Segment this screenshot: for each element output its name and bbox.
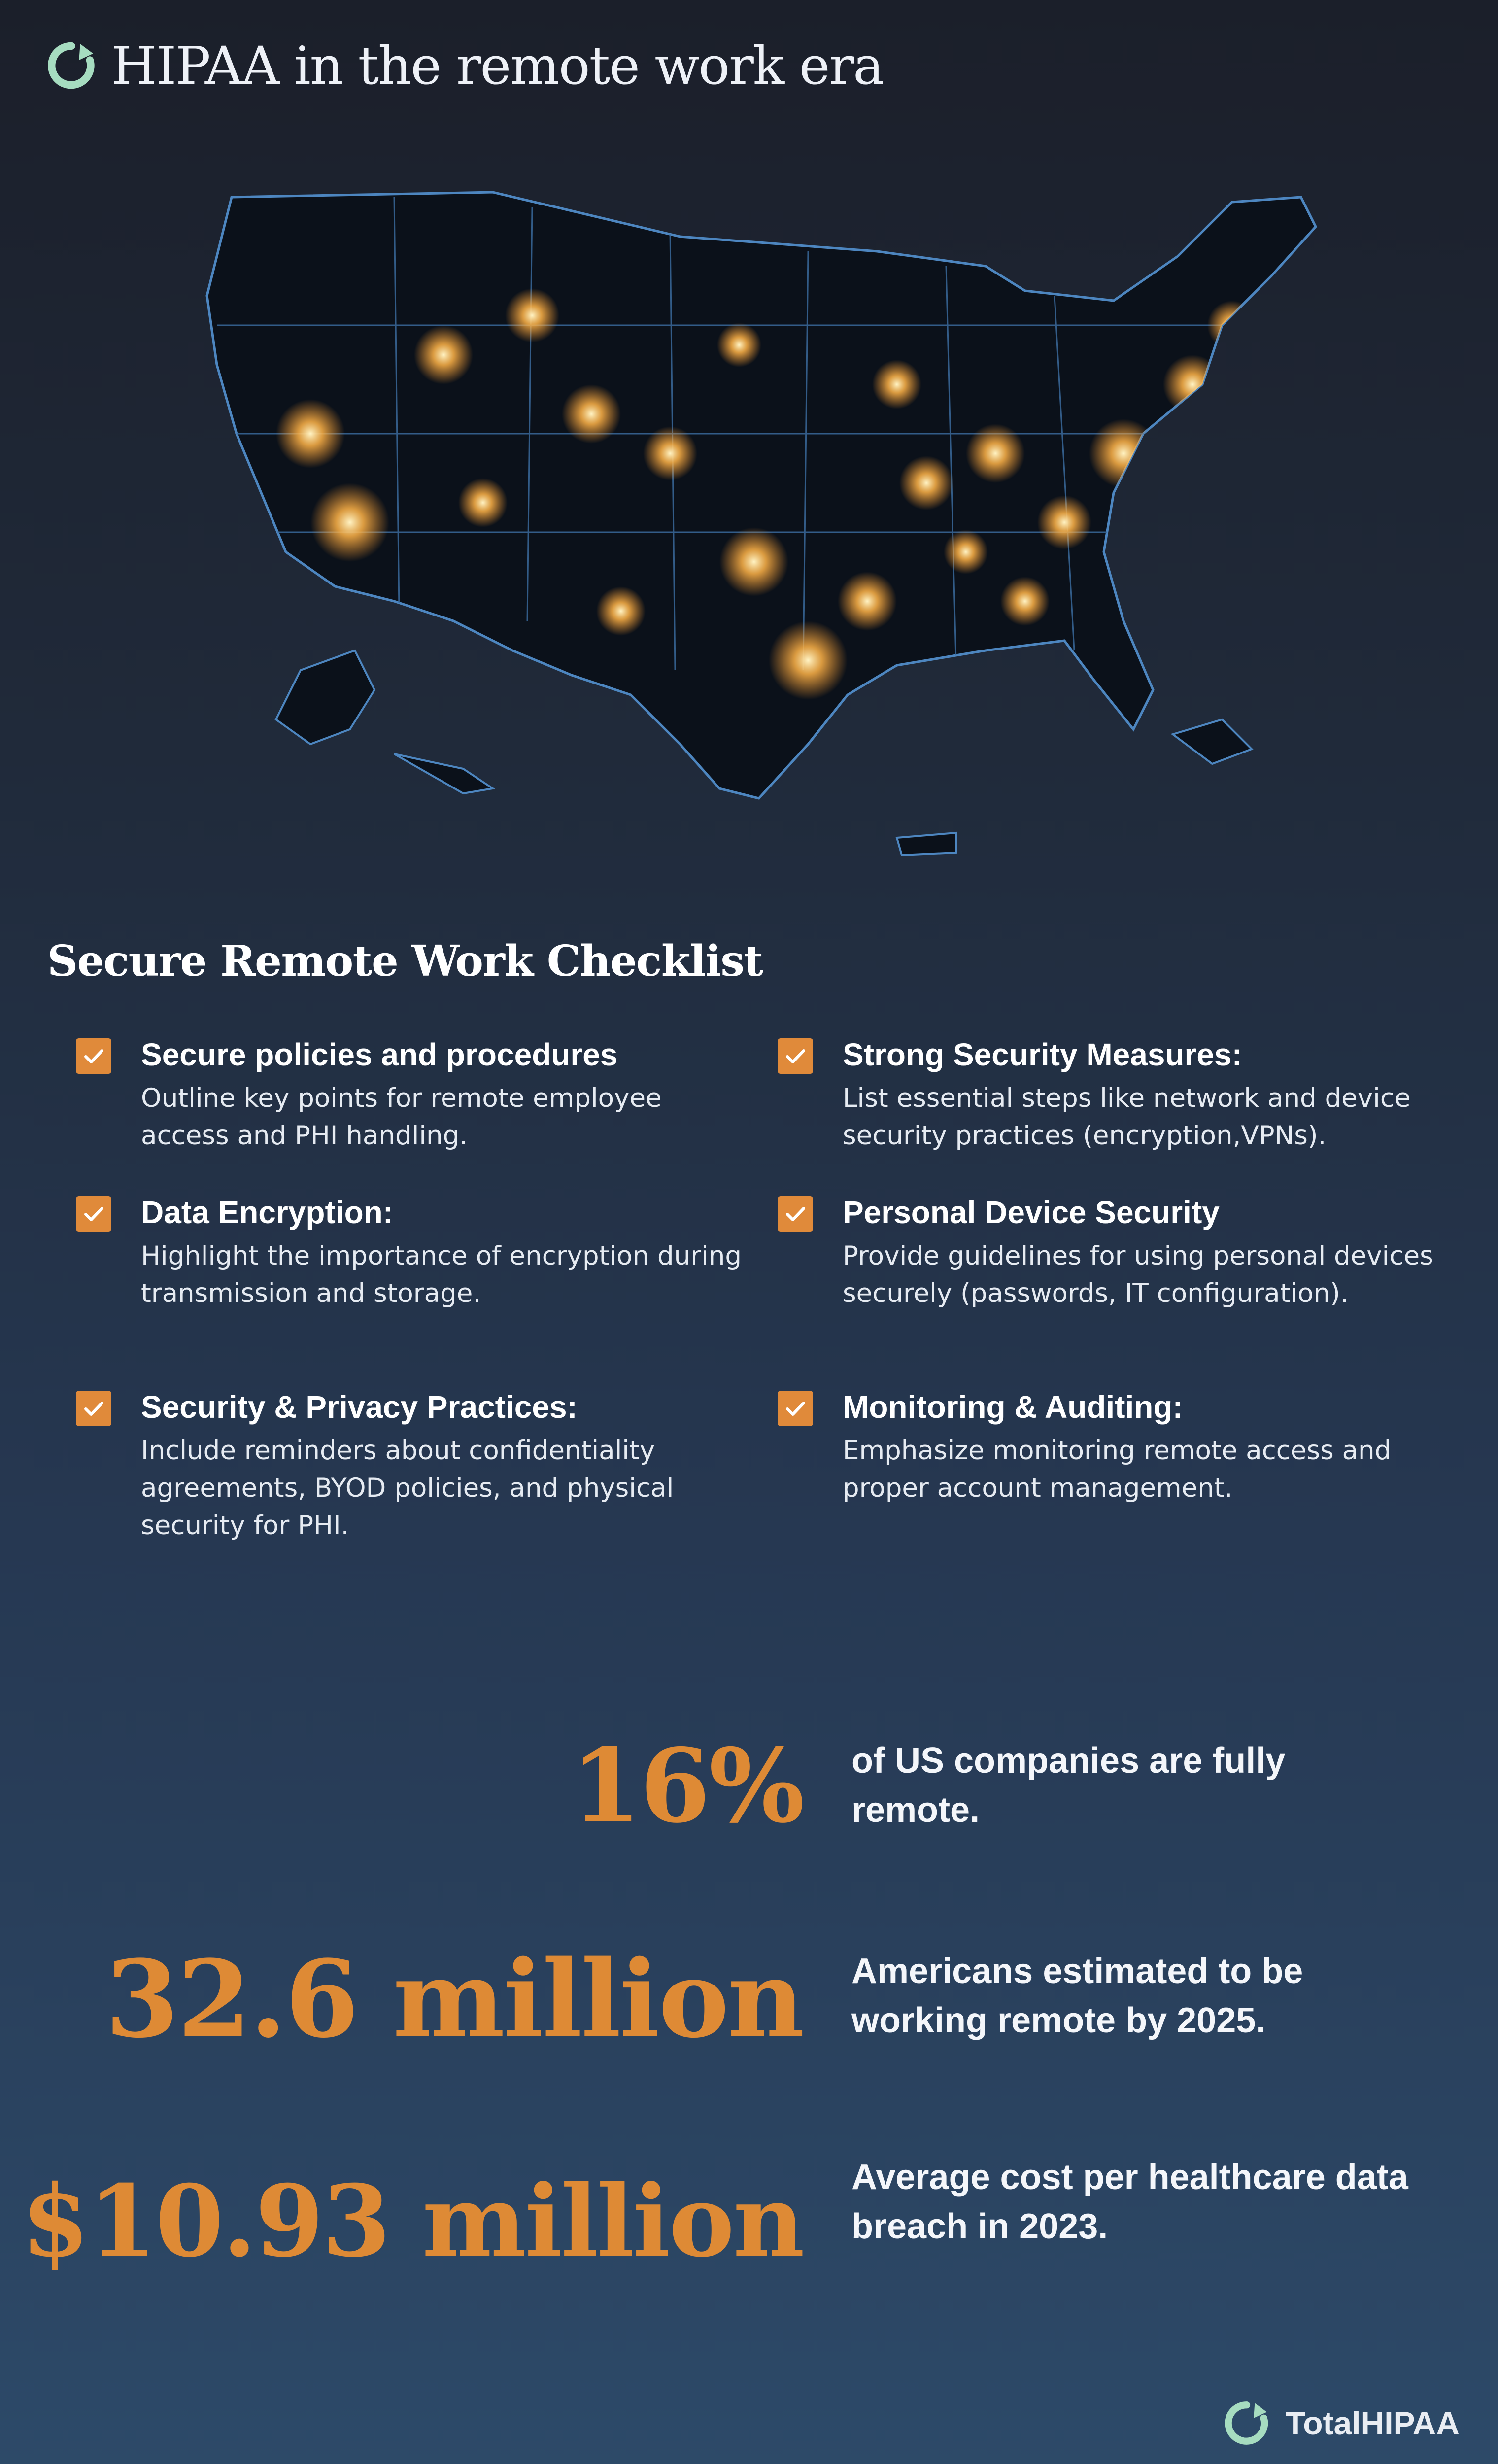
checklist-item-title: Secure policies and procedures: [141, 1037, 618, 1072]
stat-description: Americans estimated to be working remote by 2025.: [851, 1951, 1303, 2040]
checklist-item-title: Monitoring & Auditing:: [843, 1389, 1183, 1425]
checklist-item-desc: Provide guidelines for using personal devices securely (passwords, IT configuration).: [843, 1241, 1433, 1308]
checkbox-checked-icon: [76, 1038, 111, 1074]
us-night-lights-map: [187, 177, 1340, 867]
circular-arrow-icon: [1222, 2398, 1272, 2448]
checklist-title: Secure Remote Work Checklist: [47, 936, 763, 986]
header: [44, 29, 883, 103]
stat-description: Average cost per healthcare data breach in 2023.: [851, 2157, 1408, 2246]
checkbox-checked-icon: [76, 1391, 111, 1426]
checkbox-checked-icon: [76, 1196, 111, 1232]
stat-value: 32.6 million: [105, 1937, 803, 2061]
checkbox-checked-icon: [778, 1196, 813, 1232]
page-title: HIPAA in the remote work era: [111, 35, 884, 96]
circular-arrow-icon: [44, 38, 99, 93]
checklist-item-desc: Emphasize monitoring remote access and proper account management.: [843, 1436, 1392, 1503]
checklist-item-title: Strong Security Measures:: [843, 1037, 1242, 1072]
checklist-item-desc: List essential steps like network and device security practices (encryption,VPNs).: [843, 1083, 1411, 1151]
checklist-item-title: Personal Device Security: [843, 1195, 1220, 1230]
checklist-item-desc: Highlight the importance of encryption during transmission and storage.: [141, 1241, 742, 1308]
checkbox-checked-icon: [778, 1038, 813, 1074]
checkbox-checked-icon: [778, 1391, 813, 1426]
stat-value: 16%: [571, 1727, 803, 1846]
stat-value: $10.93 million: [21, 2163, 803, 2279]
checklist-item-title: Security & Privacy Practices:: [141, 1389, 578, 1425]
stat-description: of US companies are fully remote.: [851, 1741, 1286, 1830]
checklist-item-title: Data Encryption:: [141, 1195, 394, 1230]
brand-name: TotalHIPAA: [1285, 2405, 1460, 2441]
checklist-item-desc: Outline key points for remote employee access and PHI handling.: [141, 1083, 662, 1151]
checklist-item-desc: Include reminders about confidentiality agreements, BYOD policies, and physical security for PHI.: [141, 1436, 674, 1540]
footer-brand: [1222, 2396, 1460, 2450]
